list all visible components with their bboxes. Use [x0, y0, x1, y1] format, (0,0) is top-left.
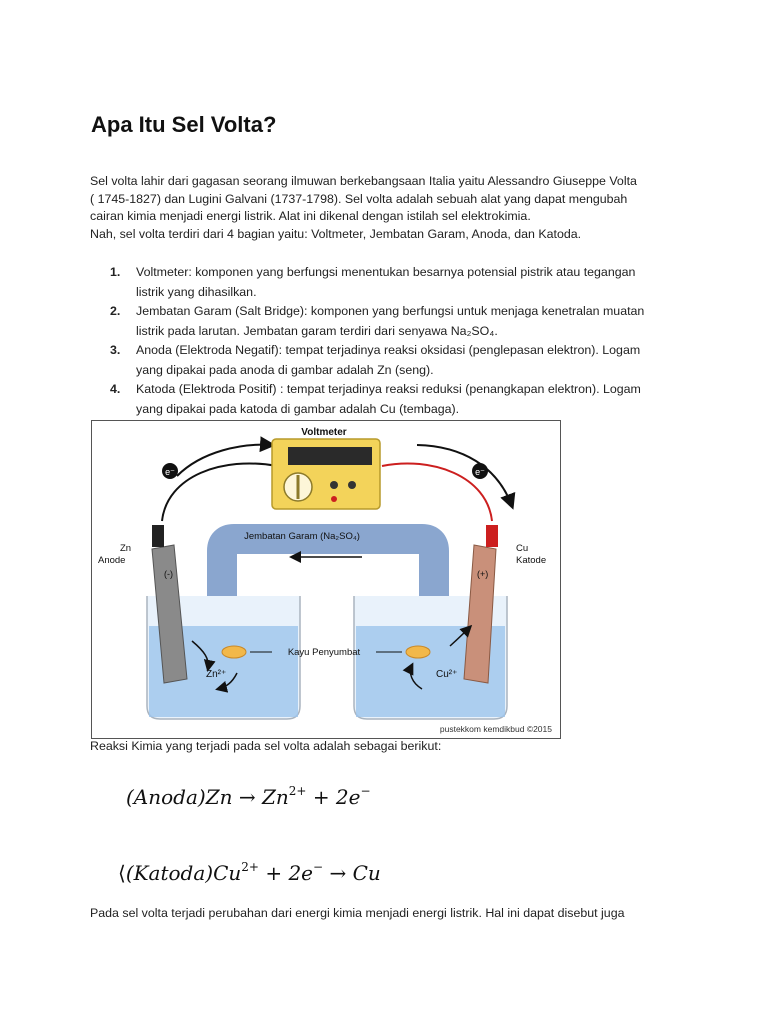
anode-label: Anode	[98, 555, 126, 566]
voltmeter-display	[288, 447, 372, 465]
list-text: Katoda (Elektroda Positif) : tempat terjadinya reaksi reduksi (penangkapan elektron). Logam	[136, 382, 641, 396]
voltmeter-terminal	[348, 481, 356, 489]
electron-flow-arrow-left	[177, 445, 272, 476]
list-number: 3.	[110, 343, 121, 357]
cathode-sign: (+)	[477, 569, 489, 579]
electron-flow-arrow-right	[417, 445, 512, 506]
left-stopper	[222, 646, 246, 658]
list-item	[110, 302, 680, 341]
anode-sign: (-)	[164, 569, 173, 579]
intro-line: Nah, sel volta terdiri dari 4 bagian yaitu: Voltmeter, Jembatan Garam, Anoda, dan Katoda.	[90, 226, 582, 241]
list-text: yang dipakai pada anoda di gambar adalah Zn (seng).	[136, 362, 434, 377]
zn-label: Zn	[120, 543, 132, 554]
list-text: Anoda (Elektroda Negatif): tempat terjadinya reaksi oksidasi (penglepasan elektron). Logam	[136, 343, 641, 357]
list-item	[110, 341, 680, 380]
electron-label-right: e⁻	[475, 467, 485, 477]
list-number: 1.	[110, 265, 121, 279]
voltmeter-terminal	[330, 481, 338, 489]
right-stopper	[406, 646, 430, 658]
list-item	[110, 263, 680, 302]
cu-label: Cu	[516, 543, 529, 554]
voltmeter-label: Voltmeter	[301, 427, 347, 438]
list-text: yang dipakai pada katoda di gambar adalah Cu (tembaga).	[136, 401, 460, 416]
intro-line: Sel volta lahir dari gagasan seorang ilmuwan berkebangsaan Italia yaitu Alessandro Giuseppe Volta	[90, 174, 637, 188]
eq-text: Cu	[352, 861, 381, 885]
katode-label: Katode	[516, 555, 547, 566]
eq-text: (Katoda)Cu	[125, 861, 242, 885]
eq-bracket: ⟨	[118, 861, 126, 885]
list-text: listrik pada larutan. Jembatan garam terdiri dari senyawa Na₂SO₄.	[136, 323, 498, 338]
eq-text: (Anoda)Zn	[126, 785, 233, 809]
eq-text: Zn	[261, 785, 289, 809]
eq-text: + 2e	[265, 861, 314, 885]
figure-credit: pustekkom kemdikbud ©2015	[439, 724, 552, 734]
eq-sup: 2+	[288, 784, 307, 798]
eq-text: + 2e	[312, 785, 361, 809]
diagram-svg	[92, 421, 560, 738]
zn-ion-label: Zn²⁺	[206, 669, 227, 680]
list-item	[110, 380, 680, 419]
list-text: Jembatan Garam (Salt Bridge): komponen yang berfungsi untuk menjaga kenetralan muatan	[136, 304, 645, 318]
volta-cell-diagram	[91, 420, 561, 739]
component-list	[110, 263, 680, 419]
page-title: Apa Itu Sel Volta?	[91, 112, 277, 137]
intro-paragraph	[90, 173, 690, 243]
intro-line: ( 1745-1827) dan Lugini Galvani (1737-1798). Sel volta adalah sebuah alat yang dapat mengubah	[90, 191, 628, 206]
anode-clip	[152, 525, 164, 547]
stopper-label: Kayu Penyumbat	[287, 647, 361, 658]
reaction-intro: Reaksi Kimia yang terjadi pada sel volta adalah sebagai berikut:	[90, 739, 442, 753]
intro-line: cairan kimia menjadi energi listrik. Alat ini dikenal dengan istilah sel elektrokimia.	[90, 209, 531, 224]
eq-sup: 2+	[241, 860, 259, 874]
list-text: listrik yang dihasilkan.	[136, 284, 257, 299]
cu-ion-label: Cu²⁺	[436, 669, 458, 680]
closing-paragraph: Pada sel volta terjadi perubahan dari energi kimia menjadi energi listrik. Hal ini dapat disebut juga	[90, 906, 625, 920]
eq-sup: −	[360, 784, 371, 798]
anode-equation	[126, 784, 371, 809]
list-number: 4.	[110, 382, 121, 396]
cathode-clip	[486, 525, 498, 547]
eq-arrow: →	[329, 861, 347, 885]
salt-bridge-label: Jembatan Garam (Na₂SO₄)	[244, 531, 360, 542]
left-wire	[162, 463, 277, 521]
eq-sup: −	[313, 860, 324, 874]
cathode-equation	[118, 860, 381, 885]
voltmeter-terminal	[331, 496, 337, 502]
eq-arrow: →	[238, 785, 256, 809]
electron-label-left: e⁻	[165, 467, 175, 477]
list-text: Voltmeter: komponen yang berfungsi menentukan besarnya potensial pistrik atau tegangan	[136, 265, 636, 279]
list-number: 2.	[110, 304, 121, 318]
